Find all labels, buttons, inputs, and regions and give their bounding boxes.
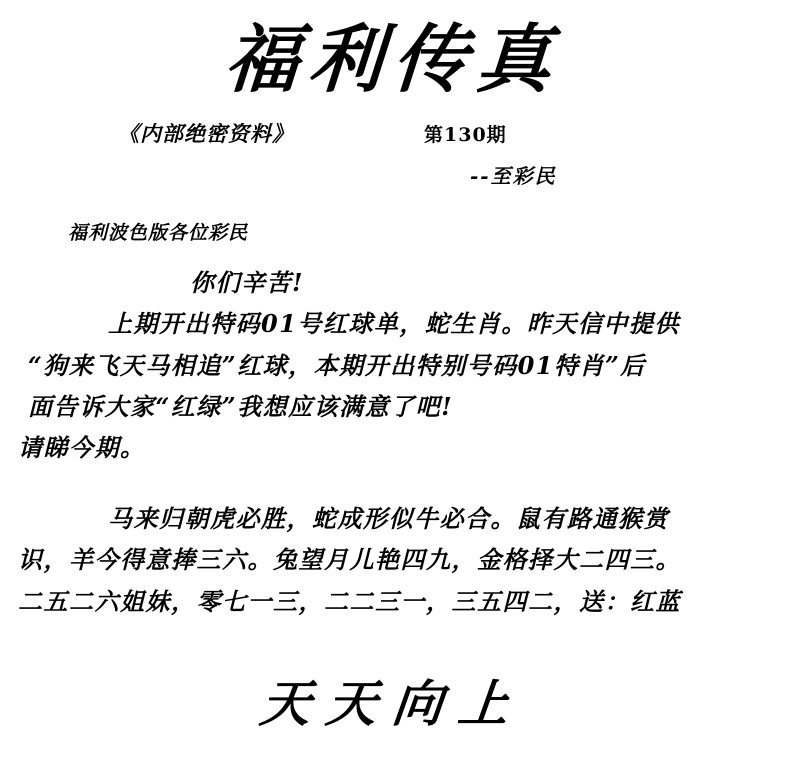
- secret-material-label: 《内部绝密资料》: [118, 120, 294, 146]
- body-line: 上期开出特码01号红球单，蛇生肖。昨天信中提供: [108, 309, 680, 339]
- body-paragraph-one: [0, 262, 785, 468]
- body-line: 马来归朝虎必胜，蛇成形似牛必合。鼠有路通猴赏: [108, 504, 669, 533]
- footer-slogan: 天天向上: [257, 674, 528, 733]
- body-line: 二五二六姐妹，零七一三，二二三一，三五四二，送：红蓝: [18, 586, 681, 616]
- subheader-row: [0, 118, 785, 188]
- body-line: 识，羊今得意捧三六。兔望月儿艳四九，金格择大二四三。: [18, 545, 681, 575]
- body-line: “狗来飞天马相追”红球，本期开出特别号码01特肖”后: [28, 350, 646, 380]
- body-line: 你们辛苦!: [190, 268, 305, 297]
- greeting-line: 福利波色版各位彩民: [68, 222, 249, 244]
- publication-title: 福利传真: [221, 17, 564, 103]
- body-line: 面告诉大家“红绿”我想应该满意了吧!: [28, 391, 454, 421]
- body-paragraph-two: [0, 498, 785, 622]
- byline: --至彩民: [470, 163, 557, 188]
- footer: [0, 664, 785, 736]
- masthead: [0, 0, 785, 103]
- body-line: 请睇今期。: [18, 433, 146, 463]
- issue-number: 第130期: [424, 123, 507, 146]
